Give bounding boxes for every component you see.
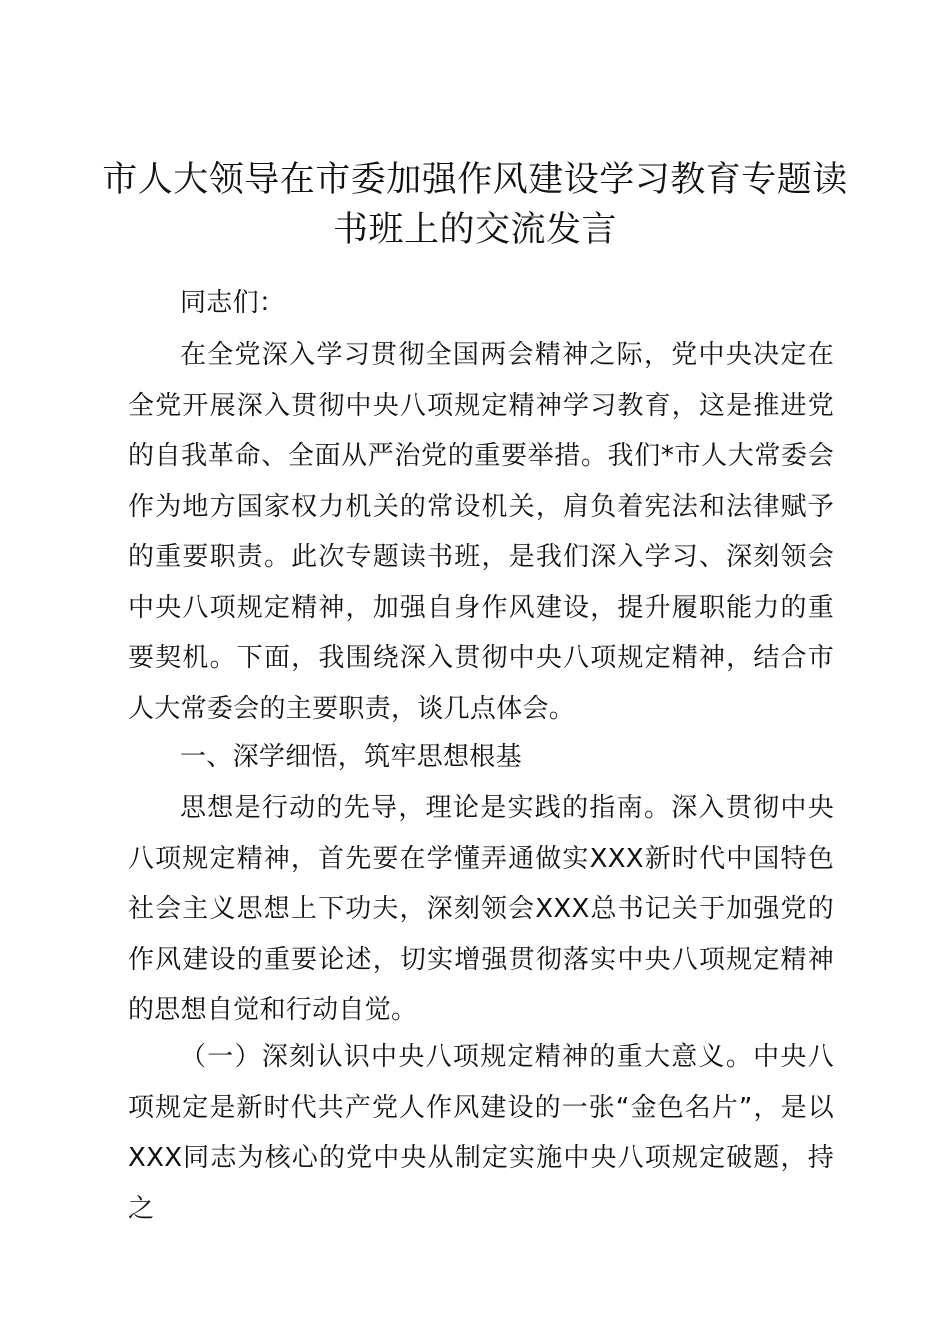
- paragraph-subsection-1: （一）深刻认识中央八项规定精神的重大意义。中央八项规定是新时代共产党人作风建设的一张“金色名片”，是以XXX同志为核心的党中央从制定实施中央八项规定破题，持之: [128, 1042, 834, 1224]
- paragraph-section-1: 思想是行动的先导，理论是实践的指南。深入贯彻中央八项规定精神，首先要在学懂弄通做实XXX新时代中国特色社会主义思想上下功夫，深刻领会XXX总书记关于加强党的作风建设的重要论述，切实增强贯彻落实中央八项规定精神的思想自觉和行动自觉。: [128, 793, 834, 1025]
- document-title: 市人大领导在市委加强作风建设学习教育专题读书班上的交流发言: [102, 160, 848, 250]
- paragraph-intro: 在全党深入学习贯彻全国两会精神之际，党中央决定在全党开展深入贯彻中央八项规定精神学习教育，这是推进党的自我革命、全面从严治党的重要举措。我们*市人大常委会作为地方国家权力机关的常设机关，肩负着宪法和法律赋予的重要职责。此次专题读书班，是我们深入学习、深刻领会中央八项规定精神，加强自身作风建设，提升履职能力的重要契机。下面，我围绕深入贯彻中央八项规定精神，结合市人大常委会的主要职责，谈几点体会。: [128, 340, 834, 724]
- section-heading-1: 一、深学细悟，筑牢思想根基: [180, 742, 522, 772]
- greeting: 同志们：: [180, 288, 286, 318]
